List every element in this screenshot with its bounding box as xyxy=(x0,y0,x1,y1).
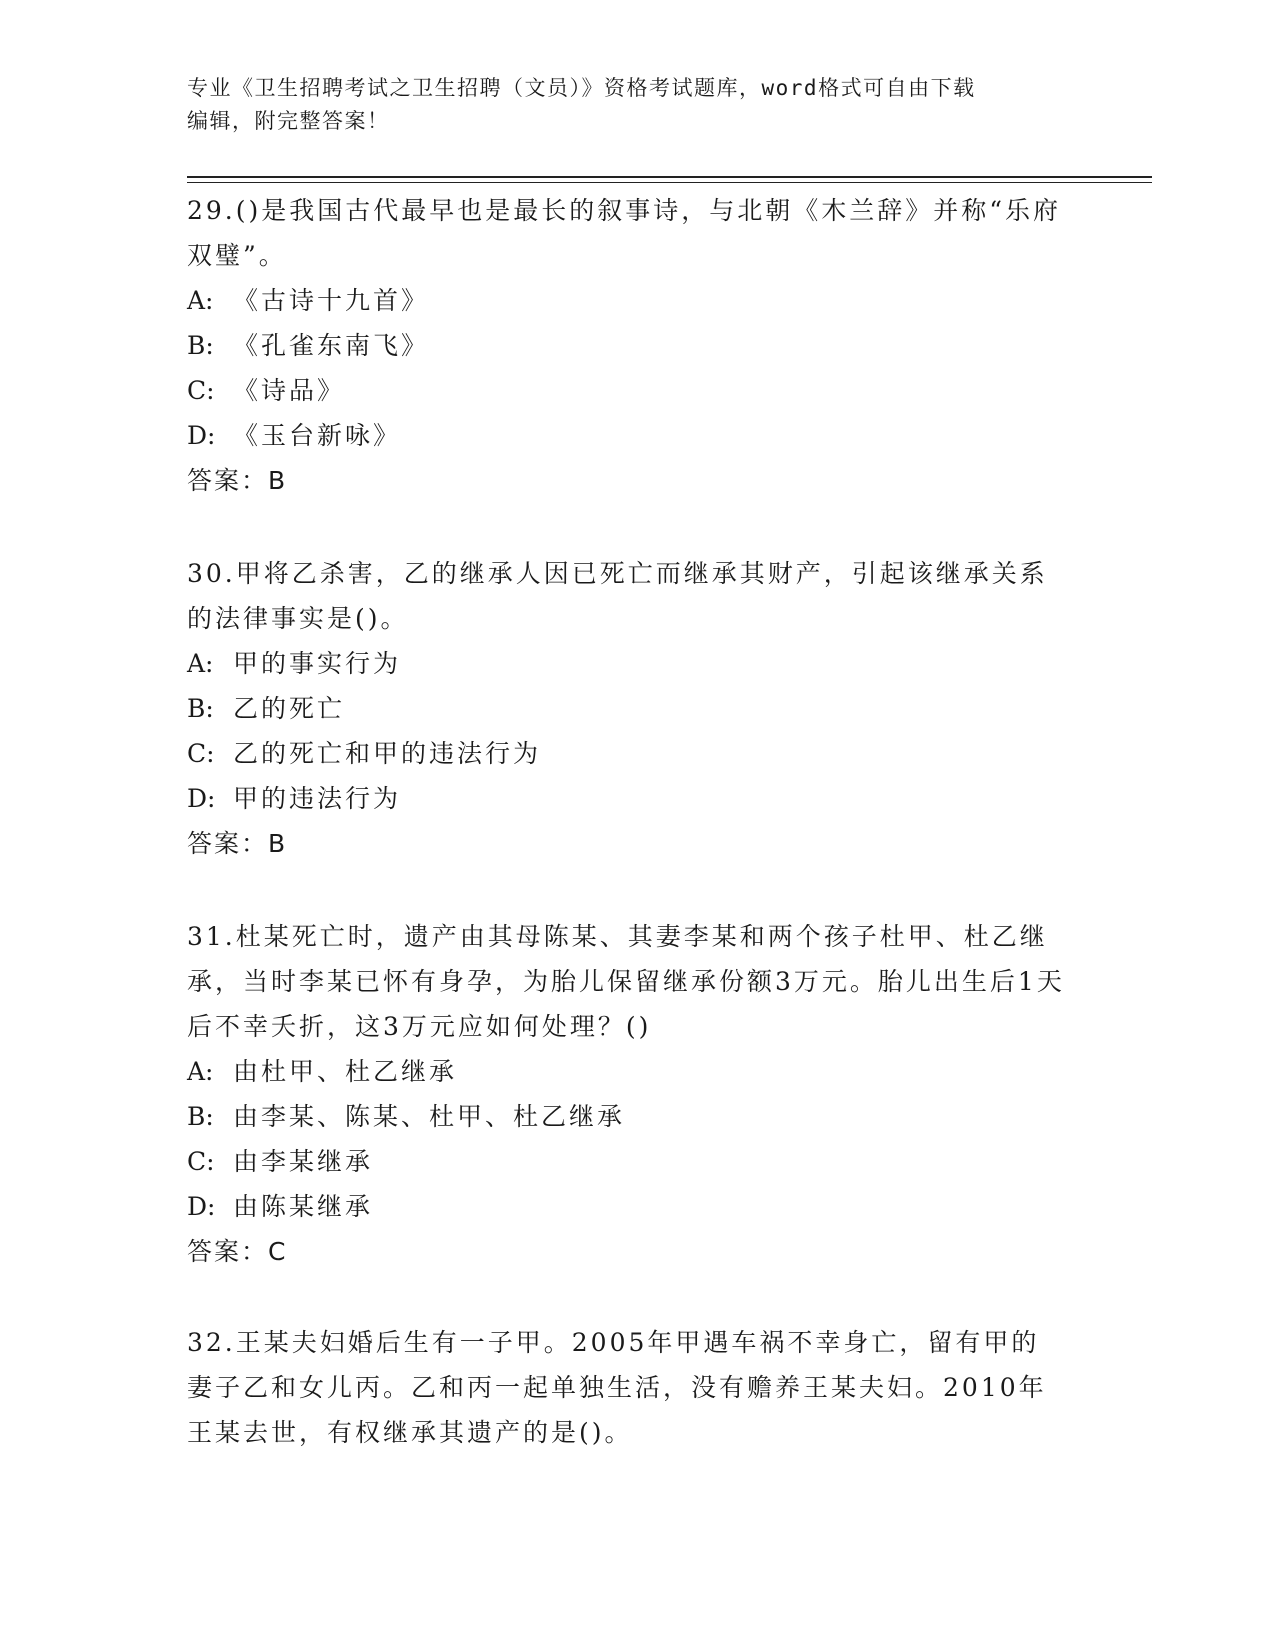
option-text: 《古诗十九首》 xyxy=(233,286,430,315)
header-line-1: 专业《卫生招聘考试之卫生招聘（文员）》资格考试题库，word格式可自由下载 xyxy=(187,76,976,100)
option-text: 由陈某继承 xyxy=(233,1192,374,1221)
question-29 xyxy=(187,188,1067,503)
option-a xyxy=(187,641,1067,686)
option-b xyxy=(187,686,1067,731)
question-text: 29.()是我国古代最早也是最长的叙事诗，与北朝《木兰辞》并称“乐府双璧”。 xyxy=(187,196,1062,270)
option-a xyxy=(187,1049,1067,1094)
answer-label: 答案： xyxy=(187,829,269,858)
option-text: 《玉台新咏》 xyxy=(233,421,402,450)
option-a xyxy=(187,278,1067,323)
option-text: 乙的死亡 xyxy=(233,694,346,723)
question-text: 31.杜某死亡时，遗产由其母陈某、其妻李某和两个孩子杜甲、杜乙继承，当时李某已怀有身孕，为胎儿保留继承份额3万元。胎儿出生后1天后不幸夭折，这3万元应如何处理？() xyxy=(187,922,1065,1041)
question-text: 30.甲将乙杀害，乙的继承人因已死亡而继承其财产，引起该继承关系的法律事实是()。 xyxy=(187,559,1048,633)
option-key: C: xyxy=(187,1147,215,1176)
option-d xyxy=(187,413,1067,458)
option-d xyxy=(187,776,1067,821)
option-c xyxy=(187,368,1067,413)
option-d xyxy=(187,1184,1067,1229)
option-text: 由李某继承 xyxy=(233,1147,374,1176)
option-text: 甲的事实行为 xyxy=(233,649,402,678)
answer-value: B xyxy=(268,466,288,495)
option-c xyxy=(187,1139,1067,1184)
option-b xyxy=(187,323,1067,368)
header-line-2: 编辑，附完整答案！ xyxy=(187,109,390,133)
option-text: 甲的违法行为 xyxy=(233,784,402,813)
option-text: 乙的死亡和甲的违法行为 xyxy=(233,739,542,768)
option-key: A: xyxy=(187,286,214,315)
header-divider-thin xyxy=(187,182,1152,183)
document-header xyxy=(187,72,1067,138)
option-key: B: xyxy=(187,331,214,360)
answer-label: 答案： xyxy=(187,1237,269,1266)
option-text: 由李某、陈某、杜甲、杜乙继承 xyxy=(233,1102,626,1131)
question-text: 32.王某夫妇婚后生有一子甲。2005年甲遇车祸不幸身亡，留有甲的妻子乙和女儿丙。乙和丙一起单独生活，没有赡养王某夫妇。2010年王某去世，有权继承其遗产的是()。 xyxy=(187,1328,1047,1447)
question-31 xyxy=(187,914,1067,1274)
answer-line xyxy=(187,1229,1067,1274)
option-c xyxy=(187,731,1067,776)
question-32 xyxy=(187,1320,1067,1455)
option-text: 《诗品》 xyxy=(233,376,346,405)
option-text: 由杜甲、杜乙继承 xyxy=(233,1057,458,1086)
option-key: C: xyxy=(187,739,215,768)
option-key: A: xyxy=(187,1057,214,1086)
header-divider-thick xyxy=(187,176,1152,178)
option-key: B: xyxy=(187,1102,214,1131)
answer-value: C xyxy=(268,1237,288,1266)
option-key: D: xyxy=(187,421,216,450)
option-key: B: xyxy=(187,694,214,723)
answer-line xyxy=(187,821,1067,866)
question-30 xyxy=(187,551,1067,866)
answer-line xyxy=(187,458,1067,503)
option-key: A: xyxy=(187,649,214,678)
answer-value: B xyxy=(268,829,288,858)
answer-label: 答案： xyxy=(187,466,269,495)
option-key: C: xyxy=(187,376,215,405)
option-key: D: xyxy=(187,784,216,813)
option-text: 《孔雀东南飞》 xyxy=(233,331,430,360)
option-key: D: xyxy=(187,1192,216,1221)
option-b xyxy=(187,1094,1067,1139)
